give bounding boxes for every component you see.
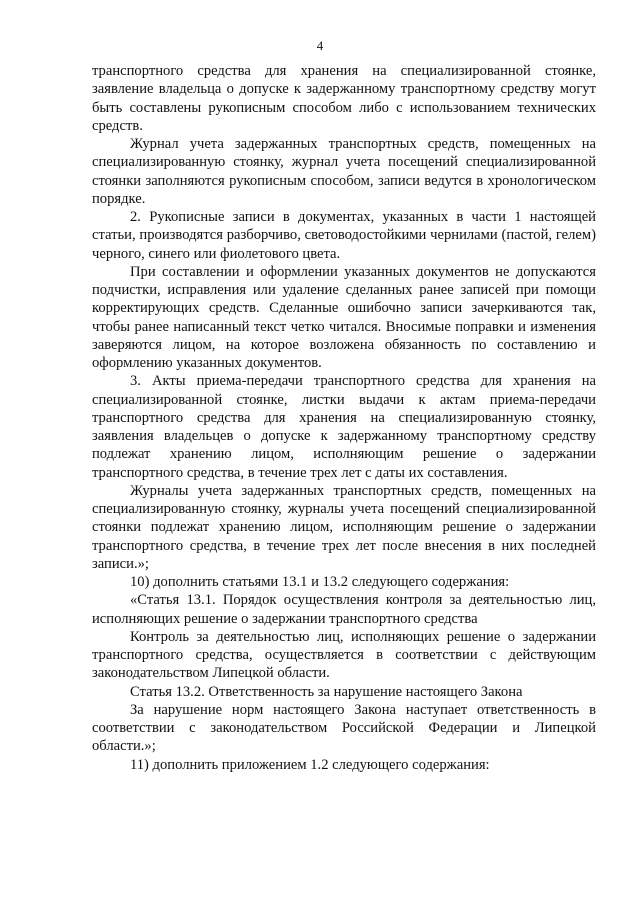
paragraph-1: транспортного средства для хранения на специализированной стоянке, заявление владельца о допуске к задержанному транспортному средству могут быть составлены рукописным способом либо с использованием технических средств. <box>92 63 596 134</box>
paragraph-9: Контроль за деятельностью лиц, исполняющих решение о задержании транспортного средства, осуществляется в соответствии с действующим законодательством Липецкой области. <box>92 628 596 682</box>
paragraph-10: Статья 13.2. Ответственность за нарушение настоящего Закона <box>130 683 523 700</box>
paragraph-4: При составлении и оформлении указанных документов не допускаются подчистки, исправления или удаление сделанных ранее записей при помощи корректирующих средств. Сделанные ошибочно записи зачеркиваются так, чтобы ранее написанный текст четко читался. Вносимые поправки и изменения заверяются лицом, на которое возложена обязанность по составлению и оформлению указанных документов. <box>92 263 596 371</box>
paragraph-8: «Статья 13.1. Порядок осуществления контроля за деятельностью лиц, исполняющих решение о задержании транспортного средства <box>92 592 596 627</box>
paragraph-6: Журналы учета задержанных транспортных средств, помещенных на специализированную стоянку, журналы учета посещений специализированной стоянки подлежат хранению лицом, исполняющим решение о задержании транспортного средства, в течение трех лет после внесения в них последней записи.»; <box>92 482 596 572</box>
paragraph-3: 2. Рукописные записи в документах, указанных в части 1 настоящей статьи, производятся разборчиво, световодостойкими чернилами (пастой, гелем) черного, синего или фиолетового цвета. <box>92 209 596 262</box>
paragraph-12: 11) дополнить приложением 1.2 следующего содержания: <box>130 756 490 773</box>
paragraph-2: Журнал учета задержанных транспортных средств, помещенных на специализированную стоянку, журнал учета посещений специализированной стоянки заполняются рукописным способом, записи ведутся в хронологическом порядке. <box>92 136 596 207</box>
document-body <box>92 62 596 774</box>
paragraph-11: За нарушение норм настоящего Закона наступает ответственность в соответствии с законодательством Российской Федерации и Липецкой области.»; <box>92 701 596 755</box>
paragraph-5: 3. Акты приема-передачи транспортного средства для хранения на специализированной стоянке, листки выдачи к актам приема-передачи транспортного средства для хранения на специализированную стоянку, заявления владельцев о допуске к задержанному транспортному средству подлежат хранению лицом, исполняющим решение о задержании транспортного средства, в течение трех лет с даты их составления. <box>92 373 596 481</box>
page-number: 4 <box>316 38 324 53</box>
paragraph-7: 10) дополнить статьями 13.1 и 13.2 следующего содержания: <box>130 574 510 590</box>
